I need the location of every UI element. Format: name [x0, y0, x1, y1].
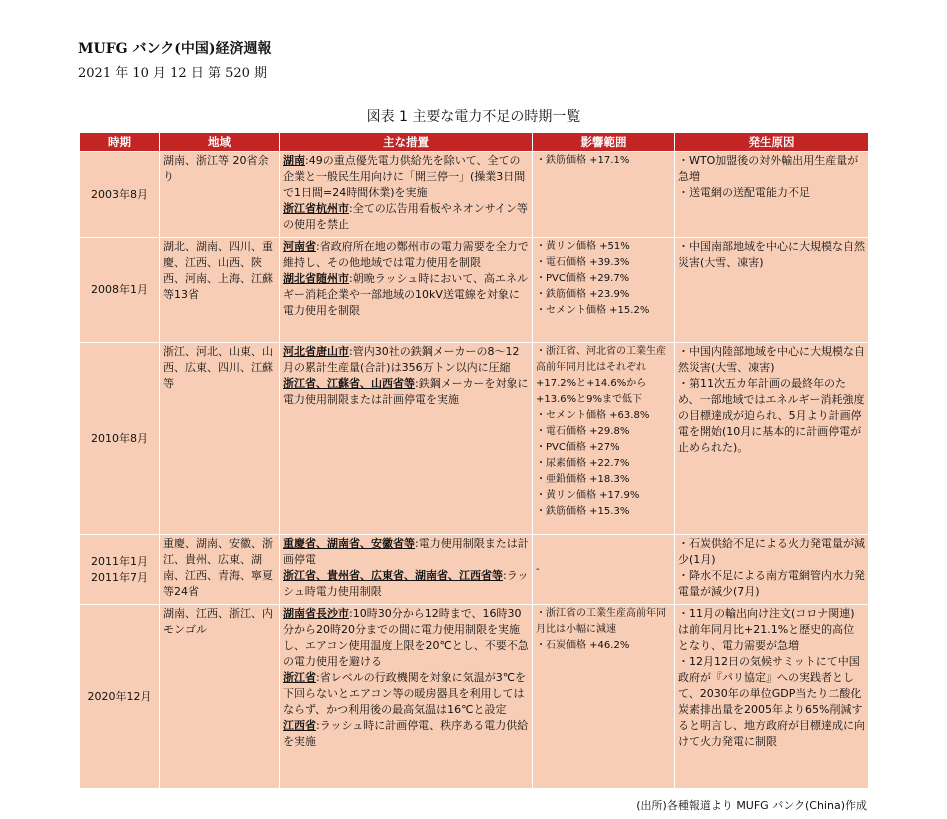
period-text: 2011年1月: [91, 554, 148, 568]
period-text: 2003年8月: [91, 187, 148, 201]
measure-text: :電力使用制限または計画停電: [283, 537, 529, 566]
measure-location: 河北省唐山市: [283, 345, 349, 358]
period-text: 2011年7月: [91, 570, 148, 584]
cell-period: [80, 152, 160, 238]
measure-text: :管内30社の鉄鋼メーカーの8～12月の累計生産量(合計)は356万トン以内に圧縮: [283, 345, 520, 374]
measure-location: 浙江省: [283, 671, 316, 684]
table-row: [80, 605, 869, 789]
impact-item: ・電石価格 +39.3%: [536, 257, 630, 268]
cell-cause: [675, 605, 869, 789]
cell-cause: [675, 152, 869, 238]
table-row: [80, 535, 869, 605]
impact-item: ・浙江省の工業生産高前年同月比は小幅に減速: [536, 608, 666, 635]
cell-impact: [533, 535, 675, 605]
source-note: (出所)各種報道より MUFG バンク(China)作成: [636, 799, 867, 812]
cell-measures: [280, 535, 533, 605]
impact-item: ・鉄筋価格 +15.3%: [536, 506, 630, 517]
cell-period: [80, 535, 160, 605]
measure-text: :10時30分から12時まで、16時30分から20時20分までの間に電力使用制限を実施し、エアコン使用温度上限を20℃とし、不要不急の電力使用を避ける: [283, 607, 529, 668]
table-row: [80, 152, 869, 238]
cell-impact: [533, 152, 675, 238]
measure-item: [283, 606, 529, 670]
cause-item: ・第11次五カ年計画の最終年のため、一部地域ではエネルギー消耗強度の目標達成が迫られ、5月より計画停電を開始(10月に基本的に計画停電が止められた)。: [678, 377, 865, 454]
cell-cause: [675, 238, 869, 343]
impact-item: ・セメント価格 +15.2%: [536, 305, 650, 316]
table-header-row: [80, 133, 869, 152]
measure-location: 湖南省長沙市: [283, 607, 349, 620]
figure-title: 図表 1 主要な電力不足の時期一覧: [366, 109, 581, 125]
measure-location: 浙江省、貴州省、広東省、湖南省、江西省等: [283, 569, 503, 582]
cell-region: 湖南、浙江等 20省余り: [160, 152, 280, 238]
cell-impact: [533, 343, 675, 535]
period-text: 2020年12月: [87, 689, 152, 703]
cause-item: ・中国内陸部地域を中心に大規模な自然災害(大雪、凍害): [678, 345, 865, 374]
impact-item: ・黄リン価格 +17.9%: [536, 490, 640, 501]
impact-item: ・鉄筋価格 +23.9%: [536, 289, 630, 300]
column-header-measures: 主な措置: [280, 133, 533, 152]
measure-item: [283, 376, 529, 408]
cell-period: [80, 238, 160, 343]
report-header-date: 2021 年 10 月 12 日 第 520 期: [78, 66, 268, 81]
measure-location: 浙江省杭州市: [283, 202, 349, 215]
cell-cause: [675, 535, 869, 605]
column-header-period: 時期: [80, 133, 160, 152]
impact-item: ・PVC価格 +29.7%: [536, 273, 630, 284]
column-header-region: 地域: [160, 133, 280, 152]
measure-item: [283, 239, 529, 271]
measure-item: [283, 536, 529, 568]
measure-item: [283, 201, 529, 233]
cell-impact: [533, 605, 675, 789]
cell-region: 湖北、湖南、四川、重慶、江西、山西、陝西、河南、上海、江蘇等13省: [160, 238, 280, 343]
measure-text: :鉄鋼メーカーを対象に電力使用制限または計画停電を実施: [283, 377, 529, 406]
cause-item: ・送電網の送配電能力不足: [678, 186, 810, 199]
cell-measures: [280, 605, 533, 789]
impact-item: ・電石価格 +29.8%: [536, 426, 630, 437]
cell-impact: [533, 238, 675, 343]
impact-item: ・石炭価格 +46.2%: [536, 640, 630, 651]
cause-item: ・降水不足による南方電網管内水力発電量が減少(7月): [678, 569, 865, 598]
measure-text: :ラッシュ時電力使用制限: [283, 569, 529, 598]
table-row: [80, 238, 869, 343]
cell-cause: [675, 343, 869, 535]
impact-item: ・PVC価格 +27%: [536, 442, 620, 453]
cause-item: ・12月12日の気候サミットにて中国政府が『パリ協定』への実践者として、2030年の単位GDP当たり二酸化炭素排出量を2005年より65%削減すると明言し、地方政府が目標達成に向けて火力発電に制限: [678, 655, 865, 748]
measure-text: :ラッシュ時に計画停電、秩序ある電力供給を実施: [283, 719, 529, 748]
power-shortage-table: [79, 132, 869, 789]
measure-text: :全ての広告用看板やネオンサイン等の使用を禁止: [283, 202, 528, 231]
impact-item: ・黄リン価格 +51%: [536, 241, 630, 252]
cause-item: ・中国南部地域を中心に大規模な自然災害(大雪、凍害): [678, 240, 865, 269]
measure-item: [283, 153, 529, 201]
period-text: 2008年1月: [91, 283, 148, 296]
cause-item: ・石炭供給不足による火力発電量が減少(1月): [678, 537, 865, 566]
impact-item: ・鉄筋価格 +17.1%: [536, 155, 630, 166]
table-row: [80, 343, 869, 535]
measure-text: :省政府所在地の鄭州市の電力需要を全力で維持し、その他地域では電力使用を制限: [283, 240, 529, 269]
measure-location: 重慶省、湖南省、安徽省等: [283, 537, 415, 550]
table-body: [80, 152, 869, 789]
measure-item: [283, 718, 529, 750]
measure-item: [283, 670, 529, 718]
impact-item: ・浙江省、河北省の工業生産高前年同月比はそれぞれ+17.2%と+14.6%から+13.6%と9%まで低下: [536, 346, 666, 405]
measure-item: [283, 568, 529, 600]
cell-measures: [280, 238, 533, 343]
cell-measures: [280, 343, 533, 535]
column-header-cause: 発生原因: [675, 133, 869, 152]
cause-item: ・WTO加盟後の対外輸出用生産量が急増: [678, 154, 859, 183]
measure-text: :朝晩ラッシュ時において、高エネルギー消耗企業や一部地域の10kV送電線を対象に電力使用を制限: [283, 272, 529, 317]
measure-location: 江西省: [283, 719, 316, 732]
impact-item: -: [536, 563, 540, 575]
cell-measures: [280, 152, 533, 238]
cell-region: 重慶、湖南、安徽、浙江、貴州、広東、湖南、江西、青海、寧夏等24省: [160, 535, 280, 605]
impact-item: ・尿素価格 +22.7%: [536, 458, 630, 469]
measure-text: :49の重点優先電力供給先を除いて、全ての企業と一般民生用向けに「開三停一」(操業3日間で1日間=24時間休業)を実施: [283, 154, 526, 199]
impact-item: ・亜鉛価格 +18.3%: [536, 474, 630, 485]
measure-location: 湖北省随州市: [283, 272, 349, 285]
report-header-title: MUFG バンク(中国)経済週報: [78, 41, 272, 57]
cell-region: 浙江、河北、山東、山西、広東、四川、江蘇等: [160, 343, 280, 535]
period-text: 2010年8月: [91, 431, 148, 445]
measure-location: 浙江省、江蘇省、山西省等: [283, 377, 415, 390]
measure-text: :省レベルの行政機関を対象に気温が3℃を下回らないとエアコン等の暖房器具を利用してはならず、かつ利用後の最高気温は16℃と設定: [283, 671, 527, 716]
cause-item: ・11月の輸出向け注文(コロナ関連)は前年同月比+21.1%と歴史的高位となり、電力需要が急増: [678, 607, 855, 652]
cell-region: 湖南、江西、浙江、内モンゴル: [160, 605, 280, 789]
impact-item: ・セメント価格 +63.8%: [536, 410, 650, 421]
measure-location: 河南省: [283, 240, 316, 253]
cell-period: [80, 605, 160, 789]
column-header-impact: 影響範囲: [533, 133, 675, 152]
measure-item: [283, 271, 529, 319]
measure-item: [283, 344, 529, 376]
measure-location: 湖南: [283, 154, 305, 167]
cell-period: [80, 343, 160, 535]
